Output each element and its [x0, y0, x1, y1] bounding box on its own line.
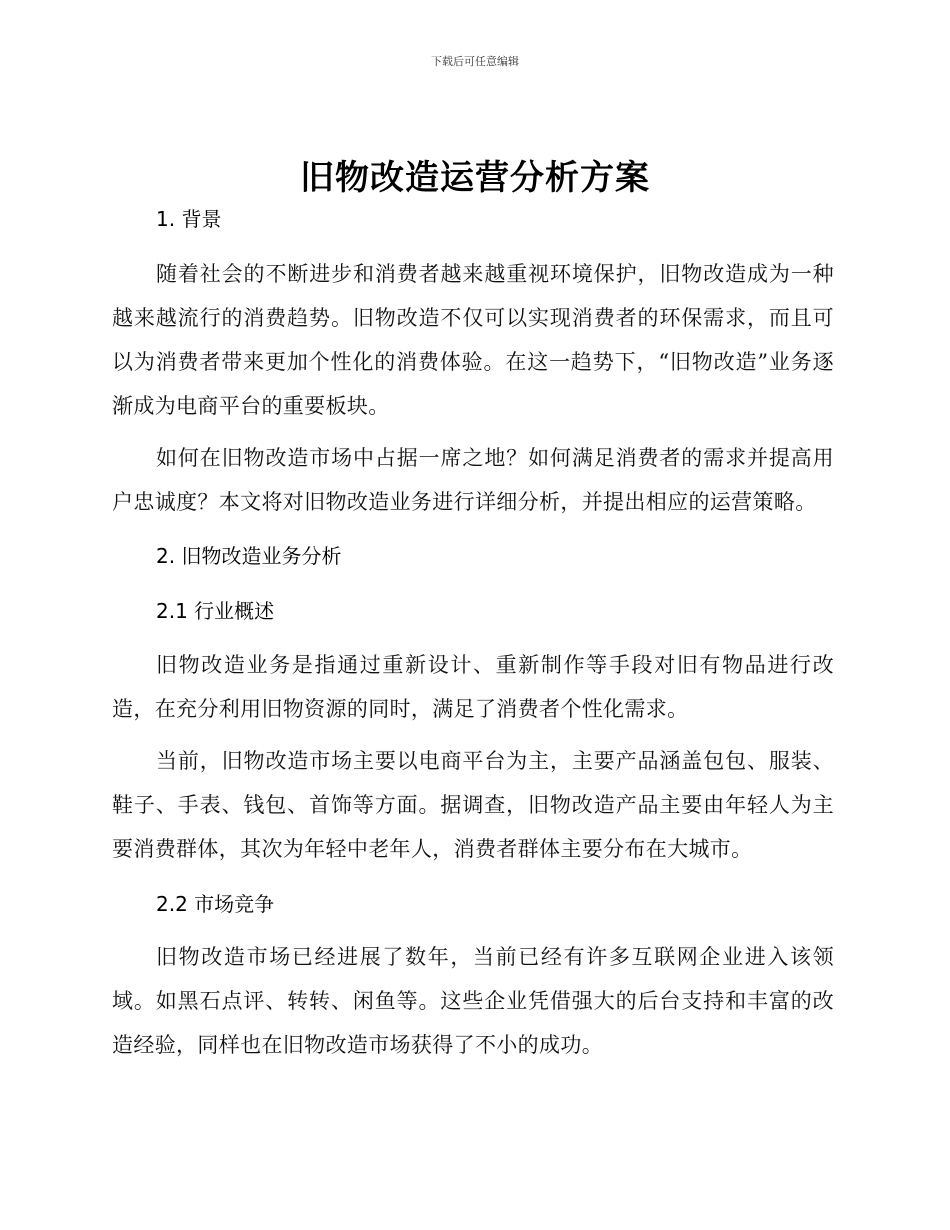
paragraph-overview-2: 当前，旧物改造市场主要以电商平台为主，主要产品涵盖包包、服装、鞋子、手表、钱包、首饰等方面。据调查，旧物改造产品主要由年轻人为主要消费群体，其次为年轻中老年人，消费者群体主要分布在大城市。: [112, 749, 834, 861]
paragraph-background-1: 随着社会的不断进步和消费者越来越重视环境保护，旧物改造成为一种越来越流行的消费趋势。旧物改造不仅可以实现消费者的环保需求，而且可以为消费者带来更加个性化的消费体验。在这一趋势下，“旧物改造”业务逐渐成为电商平台的重要板块。: [112, 262, 834, 418]
header-note: 下载后可任意编辑: [431, 55, 519, 68]
paragraph-competition-1: 旧物改造市场已经进展了数年，当前已经有许多互联网企业进入该领域。如黑石点评、转转、闲鱼等。这些企业凭借强大的后台支持和丰富的改造经验，同样也在旧物改造市场获得了不小的成功。: [112, 945, 834, 1057]
paragraph-background-2: 如何在旧物改造市场中占据一席之地？如何满足消费者的需求并提高用户忠诚度？本文将对旧物改造业务进行详细分析，并提出相应的运营策略。: [112, 446, 834, 514]
subsection-heading-competition: 2.2 市场竞争: [156, 892, 275, 916]
section-heading-analysis: 2. 旧物改造业务分析: [156, 544, 342, 568]
section-heading-background: 1. 背景: [156, 207, 222, 231]
document-body: [112, 203, 834, 1067]
paragraph-overview-1: 旧物改造业务是指通过重新设计、重新制作等手段对旧有物品进行改造，在充分利用旧物资源的同时，满足了消费者个性化需求。: [112, 653, 834, 721]
document-title: 旧物改造运营分析方案: [300, 158, 650, 198]
subsection-heading-overview: 2.1 行业概述: [156, 599, 275, 623]
